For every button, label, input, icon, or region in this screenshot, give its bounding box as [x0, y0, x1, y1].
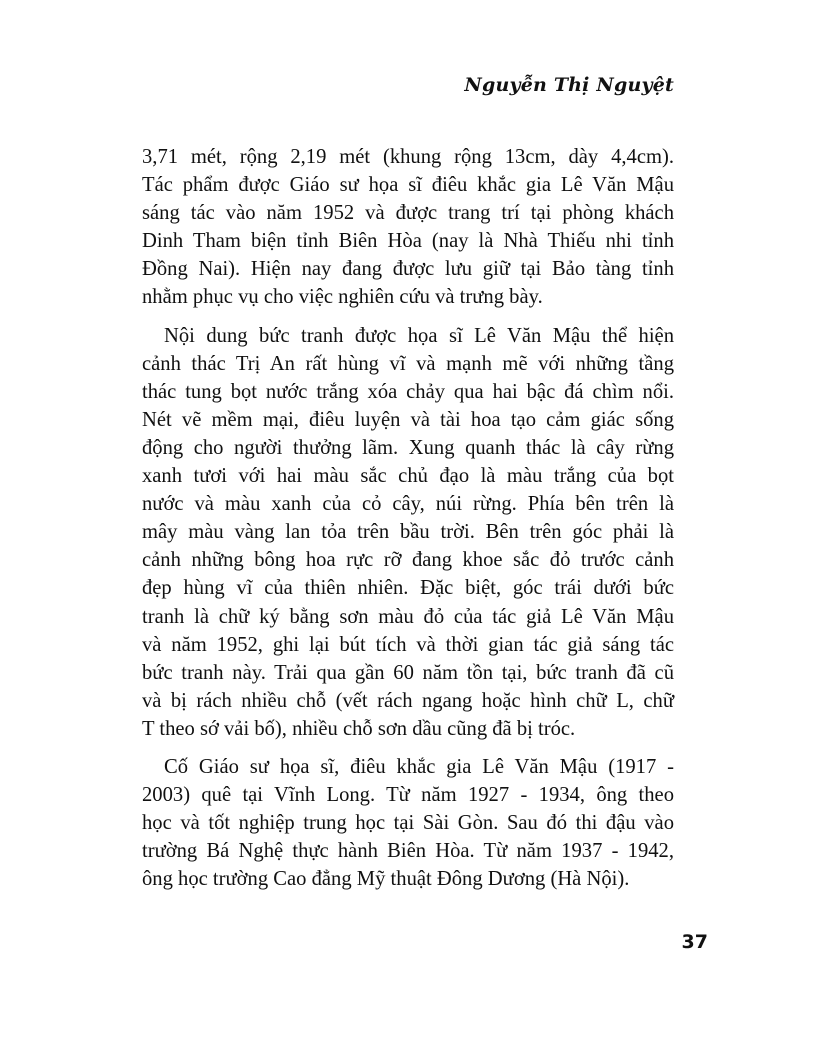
running-header-author: Nguyễn Thị Nguyệt	[464, 74, 674, 96]
body-text	[142, 143, 674, 903]
paragraph-3	[142, 753, 674, 893]
text-line: Cố Giáo sư họa sĩ, điêu khắc gia Lê Văn Mậu (1917 -	[164, 755, 674, 778]
text-line: nước và màu xanh của cỏ cây, núi rừng. Phía bên trên là	[142, 493, 674, 516]
text-line: trường Bá Nghệ thực hành Biên Hòa. Từ năm 1937 - 1942,	[142, 840, 674, 863]
page-number: 37	[681, 931, 708, 953]
text-line: ông học trường Cao đẳng Mỹ thuật Đông Dương (Hà Nội).	[142, 868, 630, 891]
text-line: và năm 1952, ghi lại bút tích và thời gian tác giả sáng tác	[142, 633, 674, 656]
text-line: 3,71 mét, rộng 2,19 mét (khung rộng 13cm, dày 4,4cm).	[142, 146, 674, 168]
text-line: sáng tác vào năm 1952 và được trang trí tại phòng khách	[142, 202, 674, 225]
text-line: cảnh những bông hoa rực rỡ đang khoe sắc đỏ trước cảnh	[142, 549, 674, 572]
text-line: Nội dung bức tranh được họa sĩ Lê Văn Mậu thể hiện	[164, 324, 674, 347]
text-line: Dinh Tham biện tỉnh Biên Hòa (nay là Nhà Thiếu nhi tỉnh	[142, 230, 674, 253]
text-line: động cho người thưởng lãm. Xung quanh thác là cây rừng	[142, 436, 674, 459]
text-line: nhằm phục vụ cho việc nghiên cứu và trưng bày.	[142, 286, 543, 309]
text-line: tranh là chữ ký bằng sơn màu đỏ của tác giả Lê Văn Mậu	[142, 605, 674, 628]
text-line: Đồng Nai). Hiện nay đang được lưu giữ tại Bảo tàng tỉnh	[142, 258, 674, 281]
paragraph-2	[142, 322, 674, 743]
text-line: đẹp hùng vĩ của thiên nhiên. Đặc biệt, góc trái dưới bức	[142, 577, 674, 600]
text-line: bức tranh này. Trải qua gần 60 năm tồn tại, bức tranh đã cũ	[142, 661, 674, 684]
text-line: 2003) quê tại Vĩnh Long. Từ năm 1927 - 1934, ông theo	[142, 784, 674, 807]
paragraph-1	[142, 143, 674, 312]
text-line: Tác phẩm được Giáo sư họa sĩ điêu khắc gia Lê Văn Mậu	[142, 174, 674, 197]
text-line: xanh tươi với hai màu sắc chủ đạo là màu trắng của bọt	[142, 465, 674, 488]
text-line: và bị rách nhiều chỗ (vết rách ngang hoặc hình chữ L, chữ	[142, 689, 674, 712]
text-line: học và tốt nghiệp trung học tại Sài Gòn. Sau đó thi đậu vào	[142, 812, 674, 835]
text-line: thác tung bọt nước trắng xóa chảy qua hai bậc đá chìm nổi.	[142, 380, 674, 403]
text-line: cảnh thác Trị An rất hùng vĩ và mạnh mẽ với những tầng	[142, 352, 674, 375]
text-line: Nét vẽ mềm mại, điêu luyện và tài hoa tạo cảm giác sống	[142, 408, 674, 431]
text-line: mây màu vàng lan tỏa trên bầu trời. Bên trên góc phải là	[142, 521, 674, 544]
text-line: T theo sớ vải bố), nhiều chỗ sơn dầu cũng đã bị tróc.	[142, 717, 576, 740]
